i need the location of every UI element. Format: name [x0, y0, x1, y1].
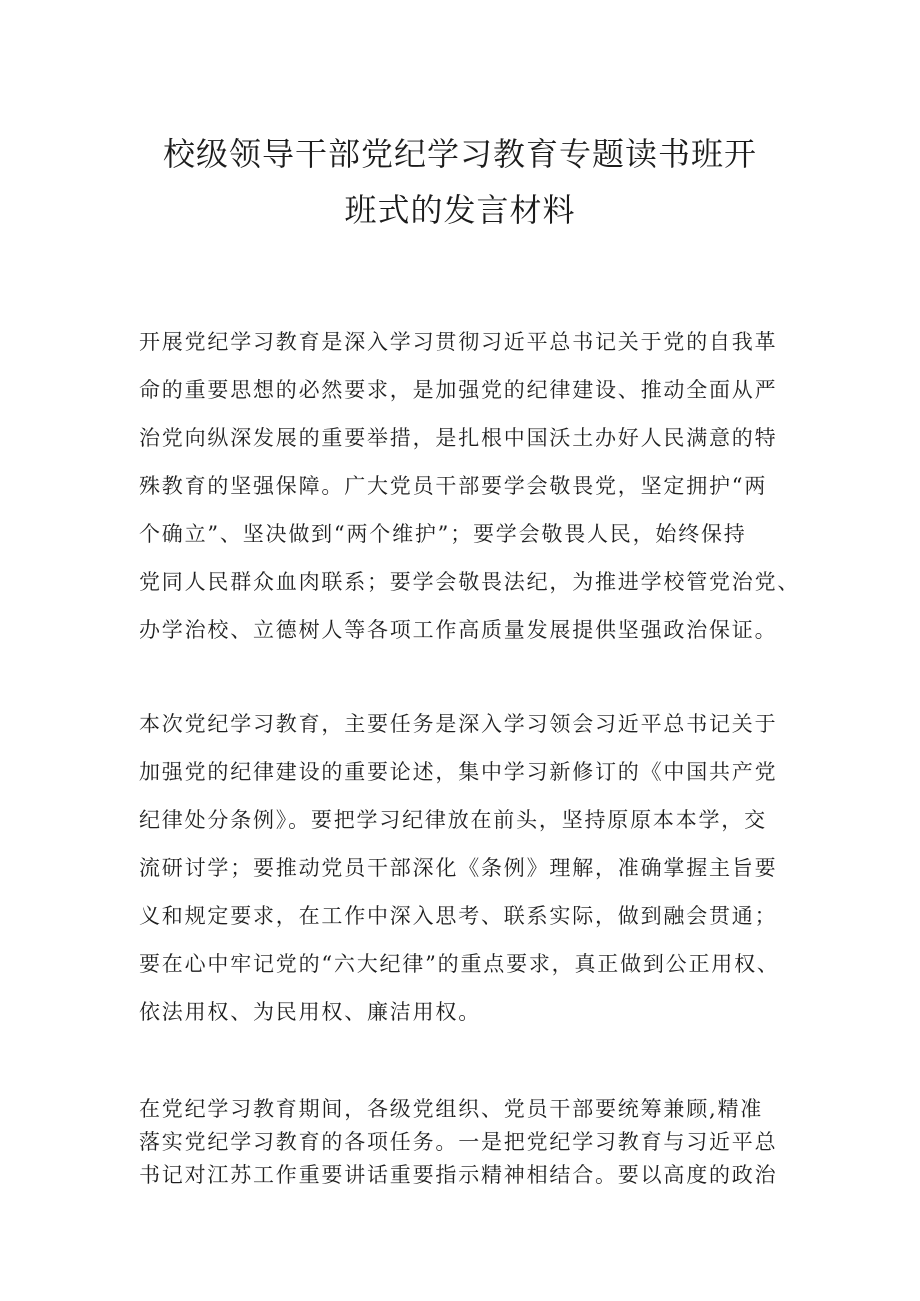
paragraph-line: 落实党纪学习教育的各项任务。一是把党纪学习教育与习近平总: [139, 1130, 778, 1154]
paragraph-line: 纪律处分条例》。要把学习纪律放在前头，坚持原原本本学，交: [139, 808, 767, 832]
paragraph-line: 命的重要思想的必然要求，是加强党的纪律建设、推动全面从严: [139, 378, 778, 402]
paragraph-line: 书记对江苏工作重要讲话重要指示精神相结合。要以高度的政治: [139, 1163, 778, 1187]
paragraph-line: 要在心中牢记党的“六大纪律”的重点要求，真正做到公正用权、: [139, 952, 780, 976]
paragraph-line: 办学治校、立德树人等各项工作高质量发展提供坚强政治保证。: [139, 618, 778, 642]
title-line: 班式的发言材料: [344, 191, 576, 229]
paragraph-1: [139, 318, 799, 654]
title-line: 校级领导干部党纪学习教育专题读书班开: [162, 135, 757, 173]
paragraph-line: 加强党的纪律建设的重要论述，集中学习新修订的《中国共产党: [139, 760, 778, 784]
paragraph-line: 殊教育的坚强保障。广大党员干部要学会敬畏党，坚定拥护“两: [139, 474, 768, 498]
paragraph-3: [139, 1093, 799, 1192]
paragraph-line: 依法用权、为民用权、廉洁用权。: [139, 1000, 481, 1024]
paragraph-2: [139, 700, 799, 1036]
paragraph-line: 治党向纵深发展的重要举措，是扎根中国沃土办好人民满意的特: [139, 426, 778, 450]
document-title: [130, 126, 790, 238]
paragraph-line: 在党纪学习教育期间，各级党组织、党员干部要统筹兼顾,精准: [139, 1097, 764, 1121]
paragraph-line: 本次党纪学习教育，主要任务是深入学习领会习近平总书记关于: [139, 712, 778, 736]
paragraph-line: 开展党纪学习教育是深入学习贯彻习近平总书记关于党的自我革: [139, 330, 778, 354]
paragraph-line: 义和规定要求，在工作中深入思考、联系实际，做到融会贯通；: [139, 904, 778, 928]
paragraph-line: 流研讨学；要推动党员干部深化《条例》理解，准确掌握主旨要: [139, 856, 778, 880]
paragraph-line: 个确立”、坚决做到“两个维护”；要学会敬畏人民，始终保持: [139, 522, 747, 546]
paragraph-line: 党同人民群众血肉联系；要学会敬畏法纪，为推进学校管党治党、: [139, 570, 801, 594]
